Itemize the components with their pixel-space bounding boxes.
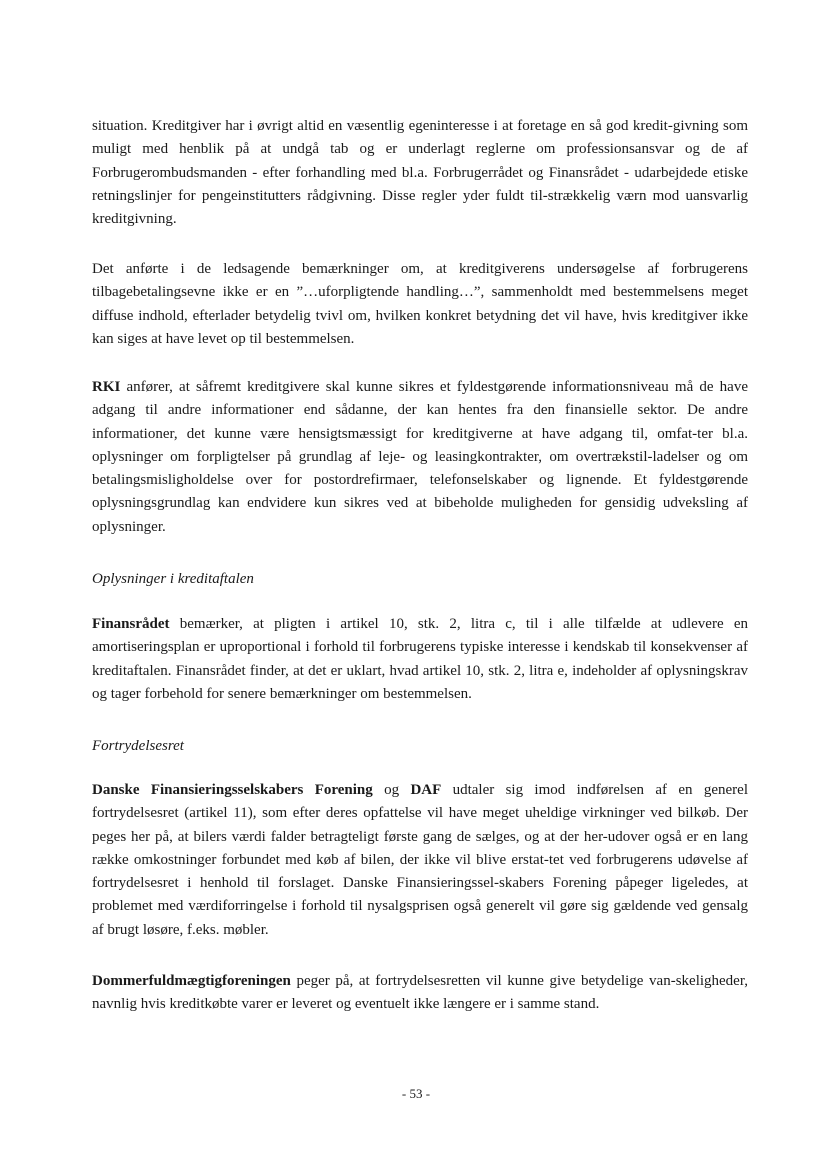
section-heading-oplysninger [92, 568, 748, 591]
page-number: - 53 - [401, 1086, 431, 1101]
paragraph-text: Det anførte i de ledsagende bemærkninger om, at kreditgiverens undersøgelse af forbrugerens tilbagebetalingsevne ikke er en ”…uforpligtende handling…”, sammenholdt med bestemmelsens meget diffuse indhold, efterlader betydelig tvivl om, hvilken konkret betydning det vil have, hvis kreditgiver ikke kan siges at have levet op til bestemmelsen. [92, 261, 748, 347]
organization-name: Danske Finansieringsselskabers Forening [92, 782, 373, 798]
organization-name: RKI [92, 379, 121, 395]
paragraph-situation [92, 115, 748, 231]
paragraph-text: udtaler sig imod indførelsen af en generel fortrydelsesret (artikel 11), som efter deres opfattelse vil have meget uheldige virkninger ved bilkøb. Der peges her på, at bilers værdi falder betragteligt første gang de sælges, og at der her-udover også er en lang række omkostninger forbundet med køb af bilen, der ikke vil blive erstat-tet ved forbrugerens udøvelse af fortrydelsesret i henhold til forslaget. Danske Finansieringssel-skabers Forening påpeger ligeledes, at problemet med værdiforringelse i forhold til nysalgsprisen også generelt vil gøre sig gældende ved gensalg af brugt løsøre, f.eks. møbler. [92, 782, 749, 938]
paragraph-text: bemærker, at pligten i artikel 10, stk. 2, litra c, til i alle tilfælde at udlevere en amortiseringsplan er uproportional i forhold til forbrugerens typiske interesse i kendskab til konsekvenser af kreditaftalen. Finansrådet finder, at det er uklart, hvad artikel 10, stk. 2, litra e, indeholder af oplysningskrav og tager forbehold for senere bemærkninger om bestemmelsen. [92, 616, 748, 702]
organization-name: Finansrådet [92, 616, 170, 632]
paragraph-text: anfører, at såfremt kreditgivere skal kunne sikres et fyldestgørende informationsniveau må de have adgang til andre informationer end sådanne, der kan hentes fra den finansielle sektor. De andre informationer, det kunne være hensigtsmæssigt for kreditgiverne at have adgang til, omfat-ter bl.a. oplysninger om forpligtelser på grundlag af leje- og leasingkontrakter, om overtrækstil-ladelser og om betalingsmisligholdelse over for postordrefirmaer, telefonselskaber og lignende. Et fyldestgørende oplysningsgrundlag kan endvidere kun sikres ved at bibeholde muligheden for gensidig udveksling af oplysninger. [92, 379, 748, 535]
organization-name: Dommerfuldmægtigforeningen [92, 973, 291, 989]
paragraph-finansraadet [92, 613, 748, 706]
paragraph-text: situation. Kreditgiver har i øvrigt altid en væsentlig egeninteresse i at foretage en så god kredit-givning som muligt med henblik på at undgå tab og er underlagt reglerne om professionsansvar og de af Forbrugerombudsmanden - efter forhandling med bl.a. Forbrugerrådet og Finansrådet - udarbejdede etiske retningslinjer for pengeinstitutters rådgivning. Disse regler yder fuldt til-strækkelig værn mod uansvarlig kreditgivning. [92, 118, 748, 228]
organization-name: DAF [410, 782, 442, 798]
section-heading: Oplysninger i kreditaftalen [92, 571, 254, 587]
paragraph-text: peger på, at fortrydelsesretten vil kunne give betydelige van-skeligheder, navnlig hvis kreditkøbte varer er leveret og eventuelt ikke længere er i samme stand. [92, 973, 748, 1013]
paragraph-rki [92, 376, 748, 539]
section-heading: Fortrydelsesret [92, 738, 184, 754]
paragraph-ledsagende [92, 258, 748, 351]
section-heading-fortrydelsesret [92, 735, 748, 758]
paragraph-danske-finansiering [92, 779, 748, 942]
paragraph-connector: og [372, 782, 411, 798]
paragraph-dommerfuldmaegtig [92, 970, 748, 1017]
